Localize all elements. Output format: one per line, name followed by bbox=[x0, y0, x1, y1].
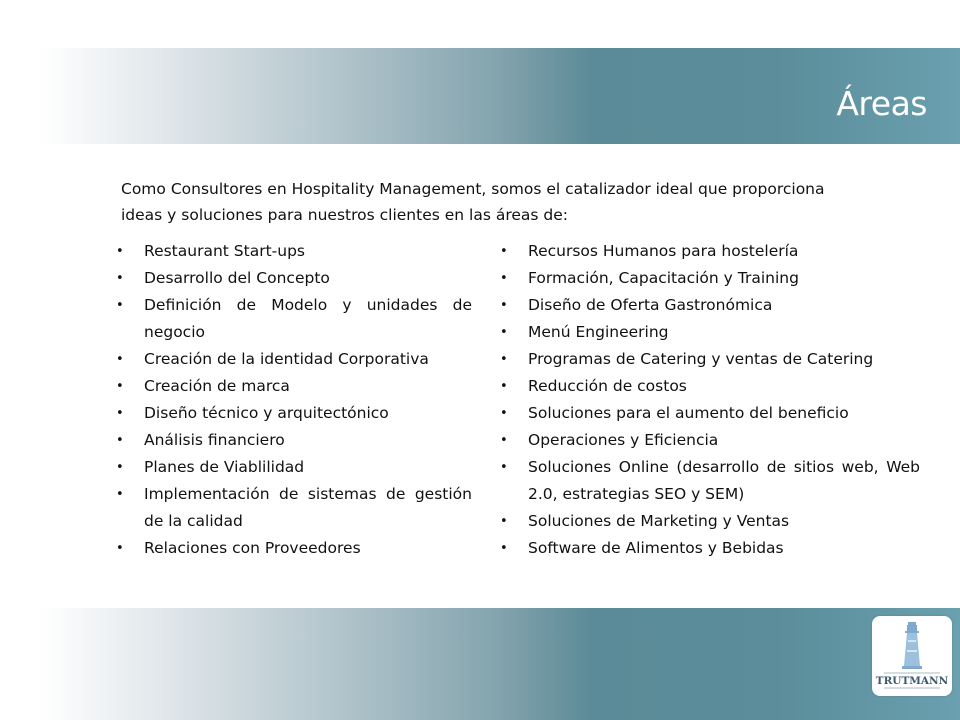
list-item-label: Software de Alimentos y Bebidas bbox=[528, 539, 784, 557]
bullet-icon: • bbox=[500, 325, 508, 340]
list-item-label: Creación de la identidad Corporativa bbox=[144, 350, 429, 368]
list-item-label: Diseño técnico y arquitectónico bbox=[144, 404, 389, 422]
list-item-label: Implementación de sistemas de gestión de la calidad bbox=[144, 485, 472, 530]
right-areas-list bbox=[500, 238, 920, 562]
bullet-icon: • bbox=[500, 514, 508, 529]
list-item bbox=[116, 535, 472, 562]
list-item-label: Soluciones para el aumento del beneficio bbox=[528, 404, 849, 422]
slide-title: Áreas bbox=[836, 84, 927, 123]
bullet-icon: • bbox=[116, 406, 124, 421]
list-item-label: Diseño de Oferta Gastronómica bbox=[528, 296, 773, 314]
logo-wordmark: TRUTMANN bbox=[875, 675, 949, 687]
list-item-label: Relaciones con Proveedores bbox=[144, 539, 361, 557]
list-item-label: Restaurant Start-ups bbox=[144, 242, 305, 260]
bullet-icon: • bbox=[116, 271, 124, 286]
bullet-icon: • bbox=[116, 352, 124, 367]
list-item bbox=[500, 292, 920, 319]
bullet-icon: • bbox=[116, 487, 124, 502]
bullet-icon: • bbox=[116, 244, 124, 259]
bullet-icon: • bbox=[116, 541, 124, 556]
title-banner bbox=[40, 48, 960, 144]
list-item bbox=[500, 319, 920, 346]
list-item-label: Formación, Capacitación y Training bbox=[528, 269, 799, 287]
bullet-icon: • bbox=[116, 433, 124, 448]
footer-banner bbox=[40, 608, 960, 720]
list-item-label: Recursos Humanos para hostelería bbox=[528, 242, 799, 260]
list-item-label: Programas de Catering y ventas de Catering bbox=[528, 350, 874, 368]
list-item bbox=[500, 346, 920, 373]
list-item bbox=[500, 265, 920, 292]
bullet-icon: • bbox=[500, 271, 508, 286]
bullet-icon: • bbox=[500, 244, 508, 259]
list-item bbox=[116, 346, 472, 373]
list-item bbox=[116, 265, 472, 292]
list-item bbox=[116, 373, 472, 400]
list-item-label: Creación de marca bbox=[144, 377, 290, 395]
list-item bbox=[116, 427, 472, 454]
bullet-icon: • bbox=[500, 406, 508, 421]
bullet-icon: • bbox=[500, 298, 508, 313]
bullet-icon: • bbox=[500, 541, 508, 556]
list-item-label: Definición de Modelo y unidades de negocio bbox=[144, 296, 472, 341]
bullet-icon: • bbox=[116, 460, 124, 475]
bullet-icon: • bbox=[116, 298, 124, 313]
lighthouse-icon bbox=[872, 616, 952, 696]
list-item bbox=[116, 454, 472, 481]
bullet-icon: • bbox=[500, 352, 508, 367]
list-item-label: Desarrollo del Concepto bbox=[144, 269, 330, 287]
list-item bbox=[500, 238, 920, 265]
bullet-icon: • bbox=[500, 379, 508, 394]
list-item-label: Reducción de costos bbox=[528, 377, 687, 395]
list-item-label: Soluciones de Marketing y Ventas bbox=[528, 512, 790, 530]
list-item bbox=[500, 454, 920, 508]
list-item bbox=[500, 508, 920, 535]
list-item bbox=[500, 400, 920, 427]
bullet-icon: • bbox=[116, 379, 124, 394]
list-item bbox=[500, 373, 920, 400]
trutmann-logo bbox=[872, 616, 952, 696]
bullet-icon: • bbox=[500, 433, 508, 448]
list-item-label: Análisis financiero bbox=[144, 431, 285, 449]
bullet-icon: • bbox=[500, 460, 508, 475]
list-item bbox=[116, 238, 472, 265]
intro-paragraph: Como Consultores en Hospitality Management, somos el catalizador ideal que proporciona ideas y soluciones para nuestros clientes en las áreas de: bbox=[121, 180, 825, 224]
list-item bbox=[116, 400, 472, 427]
list-item bbox=[500, 535, 920, 562]
list-item bbox=[116, 481, 472, 535]
list-item-label: Operaciones y Eficiencia bbox=[528, 431, 719, 449]
list-item bbox=[116, 292, 472, 346]
left-areas-list bbox=[116, 238, 472, 562]
list-item-label: Planes de Viablilidad bbox=[144, 458, 305, 476]
list-item-label: Soluciones Online (desarrollo de sitios web, Web 2.0, estrategias SEO y SEM) bbox=[528, 458, 920, 503]
list-item bbox=[500, 427, 920, 454]
list-item-label: Menú Engineering bbox=[528, 323, 669, 341]
